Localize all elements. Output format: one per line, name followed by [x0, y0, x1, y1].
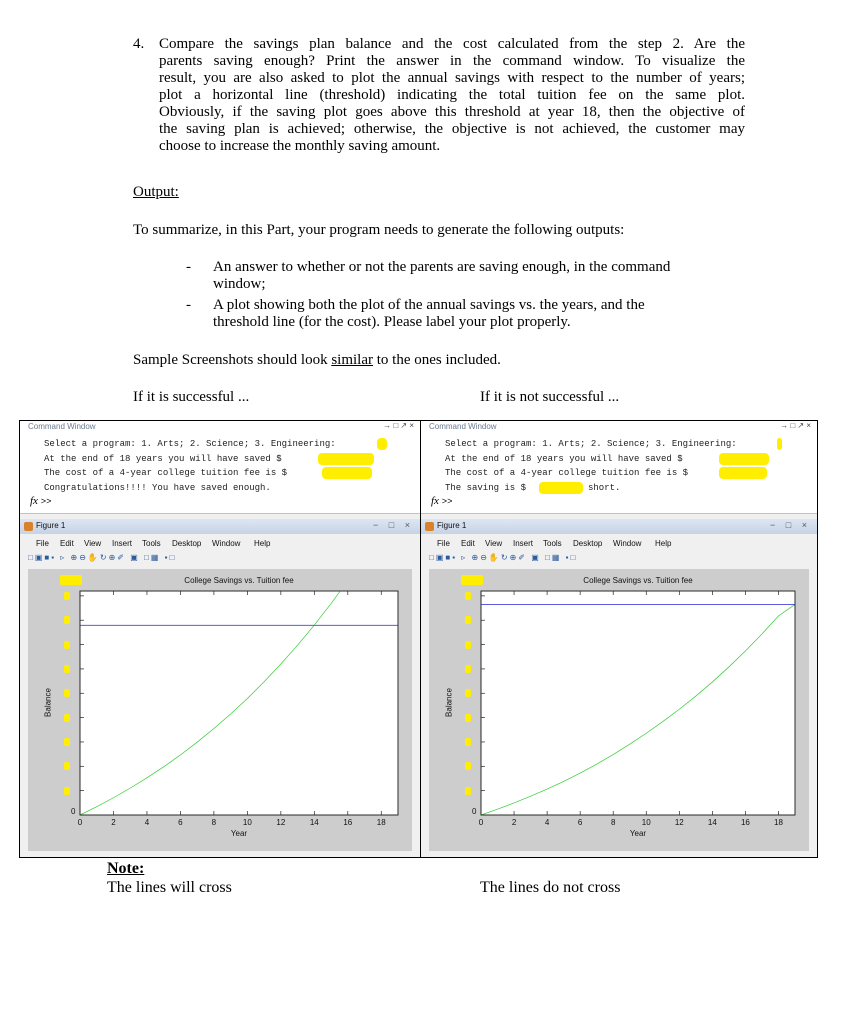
- x-tick-label: 6: [577, 818, 583, 827]
- x-tick-label: 8: [610, 818, 616, 827]
- y-axis-label: Balance: [444, 688, 454, 717]
- matlab-figure-icon: [24, 522, 33, 531]
- menu-view[interactable]: View: [485, 539, 503, 548]
- bullet-dash: -: [186, 297, 191, 313]
- command-window-controls[interactable]: → □ ↗ ×: [383, 421, 414, 430]
- step4-line: result, you are also asked to plot the annual savings with respect to the number of years;: [159, 70, 745, 86]
- redacted-y-tick-label: [465, 762, 471, 770]
- step4-line: plot a horizontal line (threshold) indicating the total tuition fee on the same plot.: [159, 87, 745, 103]
- redaction: [719, 453, 769, 465]
- x-tick-label: 12: [674, 818, 684, 827]
- figure-titlebar: [421, 519, 817, 534]
- menu-edit[interactable]: Edit: [60, 539, 74, 548]
- sample-underlined: similar: [331, 352, 373, 368]
- command-window-title: Command Window: [28, 422, 96, 431]
- step4-line: Compare the savings plan balance and the cost calculated from the step 2. Are the: [159, 36, 745, 52]
- redacted-y-tick-label: [465, 641, 471, 649]
- redaction: [377, 438, 387, 450]
- output-heading: Output:: [133, 184, 179, 200]
- sample-suffix: to the ones included.: [373, 352, 501, 368]
- menu-help[interactable]: Help: [254, 539, 271, 548]
- bullet-2-line2: threshold line (for the cost). Please label your plot properly.: [213, 314, 571, 330]
- redacted-y-tick-label: [465, 787, 471, 795]
- redacted-y-tick-label: [64, 616, 70, 624]
- redacted-y-tick-label: [64, 641, 70, 649]
- cw-line-1: Select a program: 1. Arts; 2. Science; 3. Engineering:: [44, 439, 336, 449]
- redacted-y-tick-label: [64, 762, 70, 770]
- success-label: If it is successful ...: [133, 389, 250, 405]
- x-axis-label: Year: [629, 829, 647, 838]
- step4-paragraph: [159, 36, 745, 155]
- prompt: >>: [441, 497, 453, 507]
- x-tick-label: 0: [478, 818, 484, 827]
- chart-svg: [28, 569, 412, 851]
- redacted-y-tick-label: [465, 616, 471, 624]
- cw-line-2: At the end of 18 years you will have saved $: [445, 454, 683, 464]
- left-screenshot: [19, 420, 421, 858]
- step4-line: choose to increase the monthly saving amount.: [159, 138, 441, 154]
- axes-box: [80, 591, 398, 815]
- bullet-1-line1: An answer to whether or not the parents are saving enough, in the command: [213, 259, 671, 275]
- menu-desktop[interactable]: Desktop: [573, 539, 603, 548]
- cw-line-1: Select a program: 1. Arts; 2. Science; 3. Engineering:: [445, 439, 737, 449]
- redacted-y-tick-label: [465, 689, 471, 697]
- fx-prompt[interactable]: [30, 495, 52, 507]
- sample-prefix: Sample Screenshots should look: [133, 352, 332, 368]
- redacted-y-tick-label: [465, 738, 471, 746]
- x-tick-label: 6: [178, 818, 183, 827]
- menu-insert[interactable]: Insert: [112, 539, 133, 548]
- x-tick-label: 16: [740, 818, 750, 827]
- figure-menubar: [421, 537, 817, 551]
- redacted-exponent: [60, 575, 82, 585]
- x-tick-label: 10: [641, 818, 651, 827]
- redacted-y-tick-label: [465, 592, 471, 600]
- menu-window[interactable]: Window: [613, 539, 642, 548]
- x-tick-label: 10: [242, 818, 252, 827]
- plot-area: [28, 569, 412, 851]
- x-tick-label: 18: [774, 818, 783, 827]
- y-tick-label: 0: [71, 807, 76, 816]
- summary-text: To summarize, in this Part, your program needs to generate the following outputs:: [133, 222, 625, 238]
- menu-edit[interactable]: Edit: [461, 539, 475, 548]
- figure-titlebar: [20, 519, 420, 534]
- redacted-y-tick-label: [64, 689, 70, 697]
- cw-line-4: Congratulations!!!! You have saved enough.: [44, 483, 271, 493]
- menu-window[interactable]: Window: [212, 539, 241, 548]
- prompt: >>: [40, 497, 52, 507]
- redacted-y-tick-label: [64, 738, 70, 746]
- plot-area: [429, 569, 809, 851]
- matlab-figure-icon: [425, 522, 434, 531]
- plot-title: College Savings vs. Tuition fee: [583, 576, 693, 585]
- bullet-dash: -: [186, 259, 191, 275]
- cw-line-3: The cost of a 4-year college tuition fee is $: [445, 468, 689, 478]
- note-left: The lines will cross: [107, 879, 232, 896]
- redacted-y-tick-label: [64, 665, 70, 673]
- note-heading: Note:: [107, 860, 145, 877]
- x-tick-label: 12: [276, 818, 286, 827]
- fx-icon: fx: [431, 495, 439, 507]
- x-tick-label: 8: [211, 818, 217, 827]
- step4-line: the saving plan is achieved; otherwise, the objective is not achieved, the customer may: [159, 121, 745, 137]
- redacted-y-tick-label: [64, 592, 70, 600]
- menu-tools[interactable]: Tools: [543, 539, 562, 548]
- axes-box: [481, 591, 795, 815]
- x-tick-label: 16: [343, 818, 353, 827]
- figure-title: Figure 1: [36, 521, 66, 530]
- command-window: [421, 421, 817, 514]
- redaction: [719, 467, 767, 479]
- sample-sentence: [133, 352, 501, 369]
- x-tick-label: 4: [144, 818, 150, 827]
- redacted-y-tick-label: [465, 665, 471, 673]
- redaction: [539, 482, 583, 494]
- redacted-y-tick-label: [465, 714, 471, 722]
- redaction: [777, 438, 782, 450]
- axes-right-mask: [795, 569, 809, 851]
- x-tick-label: 2: [111, 818, 116, 827]
- x-tick-label: 2: [511, 818, 517, 827]
- note-right: The lines do not cross: [480, 879, 621, 896]
- x-tick-label: 14: [707, 818, 717, 827]
- command-window-controls[interactable]: → □ ↗ ×: [780, 421, 811, 430]
- window-buttons[interactable]: − □ ×: [373, 520, 414, 530]
- menu-view[interactable]: View: [84, 539, 102, 548]
- menu-file[interactable]: File: [36, 539, 49, 548]
- cw-line-2: At the end of 18 years you will have saved $: [44, 454, 282, 464]
- redaction: [322, 467, 372, 479]
- redacted-y-tick-label: [64, 787, 70, 795]
- redacted-y-tick-label: [64, 714, 70, 722]
- redaction: [318, 453, 374, 465]
- fx-prompt[interactable]: [431, 495, 453, 507]
- menu-help[interactable]: Help: [655, 539, 672, 548]
- bullet-1-line2: window;: [213, 276, 266, 292]
- menu-desktop[interactable]: Desktop: [172, 539, 202, 548]
- menu-file[interactable]: File: [437, 539, 450, 548]
- command-window: [20, 421, 420, 514]
- y-tick-label: 0: [472, 807, 477, 816]
- x-tick-label: 18: [376, 818, 386, 827]
- step4-line: Obviously, if the saving plot goes above this threshold at year 18, then the objective of: [159, 104, 745, 120]
- x-axis-label: Year: [230, 829, 248, 838]
- step4-line: parents saving enough? Print the answer in the command window. To visualize the: [159, 53, 745, 69]
- x-tick-label: 4: [544, 818, 550, 827]
- right-screenshot: [420, 420, 818, 858]
- menu-insert[interactable]: Insert: [513, 539, 534, 548]
- fx-icon: fx: [30, 495, 38, 507]
- fail-label: If it is not successful ...: [480, 389, 620, 405]
- y-axis-label: Balance: [43, 688, 53, 717]
- bullet-2-line1: A plot showing both the plot of the annual savings vs. the years, and the: [213, 297, 645, 313]
- redacted-exponent: [461, 575, 483, 585]
- menu-tools[interactable]: Tools: [142, 539, 161, 548]
- figure-toolbar[interactable]: □▣■▪ ▹ ⊕⊖✋↻⊕✐ ▣ □▦ ▪□: [28, 553, 177, 562]
- axes-right-mask: [398, 569, 412, 851]
- command-window-title: Command Window: [429, 422, 497, 431]
- x-tick-label: 14: [309, 818, 319, 827]
- figure-title: Figure 1: [437, 521, 467, 530]
- cw-line-4: The saving is $: [445, 483, 527, 493]
- figure-menubar: [20, 537, 420, 551]
- x-tick-label: 0: [77, 818, 83, 827]
- window-buttons[interactable]: − □ ×: [770, 520, 811, 530]
- plot-title: College Savings vs. Tuition fee: [184, 576, 294, 585]
- step-number: 4.: [133, 36, 145, 52]
- cw-line-3: The cost of a 4-year college tuition fee is $: [44, 468, 288, 478]
- cw-short-word: short.: [588, 483, 621, 493]
- chart-svg: [429, 569, 809, 851]
- figure-toolbar[interactable]: □▣■▪ ▹ ⊕⊖✋↻⊕✐ ▣ □▦ ▪□: [429, 553, 578, 562]
